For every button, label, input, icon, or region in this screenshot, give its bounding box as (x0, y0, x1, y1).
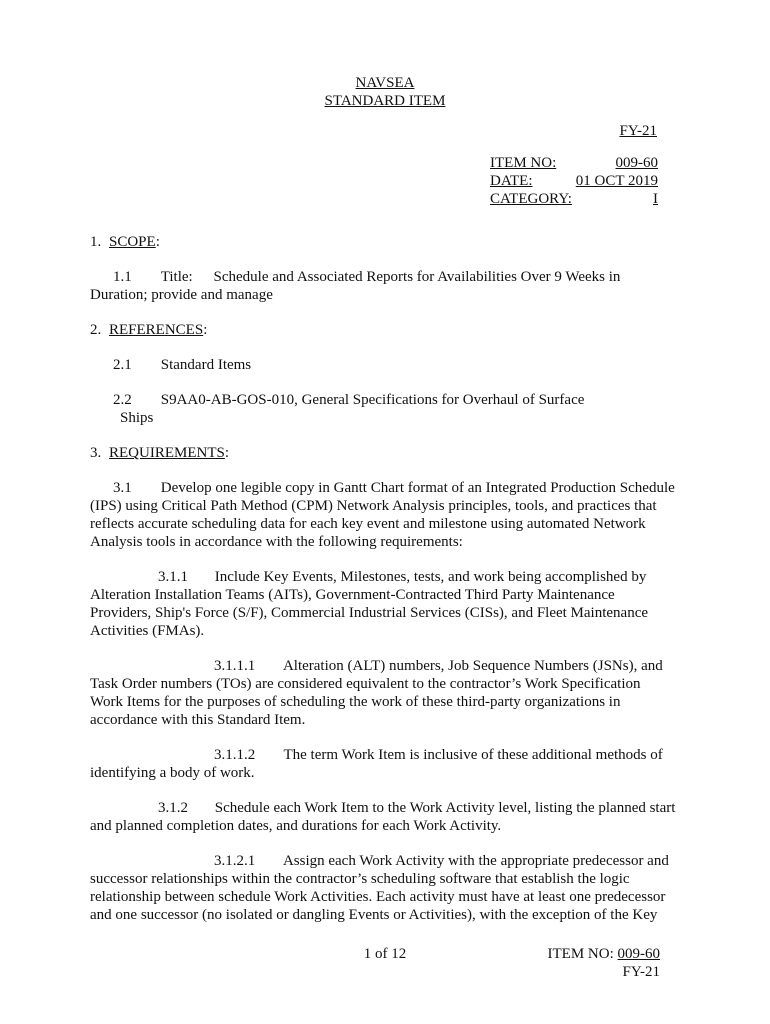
section-1-title: SCOPE (109, 234, 156, 250)
paragraph-3-1-1-line: Providers, Ship's Force (S/F), Commercial Industrial Services (CISs), and Fleet Maintenance (90, 605, 649, 621)
footer-item-number (520, 945, 660, 963)
paragraph-3-1-1-2 (90, 746, 680, 782)
paragraph-2-1-text: Standard Items (160, 357, 252, 373)
footer-item-label: ITEM NO: (547, 946, 614, 962)
paragraph-3-1-1-line: Alteration Installation Teams (AITs), Government-Contracted Third Party Maintenance (90, 587, 615, 603)
paragraph-3-1-1-1-line: Work Items for the purposes of scheduling the work of these third-party organizations in (90, 694, 621, 710)
item-no-value: 009-60 (615, 155, 658, 171)
paragraph-3-1-2-1-line: relationship between schedule Work Activities. Each activity must have at least one predecessor (90, 889, 666, 905)
header-standard-item: STANDARD ITEM (324, 93, 446, 109)
paragraph-3-1-2-1 (90, 852, 680, 924)
paragraph-3-1-1-1-line: Alteration (ALT) numbers, Job Sequence Numbers (JSNs), and (282, 658, 663, 674)
date-row (490, 172, 658, 190)
section-1-heading: 1. SCOPE: (90, 234, 160, 250)
category-value: I (653, 191, 658, 207)
section-2-number: 2. (90, 322, 102, 338)
paragraph-2-2-number: 2.2 (113, 392, 132, 408)
section-3-heading: 3. REQUIREMENTS: (90, 445, 230, 461)
date-label: DATE: (490, 173, 533, 189)
paragraph-3-1-line: Develop one legible copy in Gantt Chart format of an Integrated Production Schedule (160, 480, 675, 496)
header-meta-block (490, 154, 658, 208)
paragraph-3-1-2-number: 3.1.2 (158, 800, 188, 816)
category-label: CATEGORY: (490, 191, 572, 207)
paragraph-3-1-2-1-number: 3.1.2.1 (214, 853, 256, 869)
header-navsea: NAVSEA (355, 75, 415, 91)
paragraph-3-1-1-line: Include Key Events, Milestones, tests, and work being accomplished by (214, 569, 647, 585)
paragraph-3-1-1-1 (90, 657, 680, 729)
paragraph-2-1-number: 2.1 (113, 357, 132, 373)
paragraph-3-1-line: Analysis tools in accordance with the following requirements: (90, 534, 463, 550)
paragraph-3-1-line: reflects accurate scheduling data for each key event and milestone using automated Network (90, 516, 646, 532)
paragraph-1-1 (90, 268, 680, 304)
paragraph-3-1-1-1-line: Task Order numbers (TOs) are considered equivalent to the contractor’s Work Specification (90, 676, 641, 692)
header-fy: FY-21 (619, 123, 657, 139)
footer-fy: FY-21 (622, 964, 660, 980)
paragraph-2-2 (90, 391, 680, 427)
paragraph-3-1-2-1-line: and one successor (no isolated or dangling Events or Activities), with the exception of the Key (90, 907, 658, 923)
item-no-label: ITEM NO: (490, 155, 557, 171)
paragraph-3-1-1-1-line: accordance with this Standard Item. (90, 712, 306, 728)
section-2-title: REFERENCES (109, 322, 204, 338)
section-1-number: 1. (90, 234, 102, 250)
section-2-heading: 2. REFERENCES: (90, 322, 208, 338)
paragraph-3-1-2 (90, 799, 680, 835)
footer-page-number: 1 of 12 (363, 946, 407, 962)
category-row (490, 190, 658, 208)
section-3-title: REQUIREMENTS (109, 445, 225, 461)
paragraph-3-1-2-1-line: successor relationships within the contractor’s scheduling software that establish the logic (90, 871, 630, 887)
paragraph-3-1-2-line: and planned completion dates, and durations for each Work Activity. (90, 818, 502, 834)
paragraph-3-1-2-line: Schedule each Work Item to the Work Activity level, listing the planned start (214, 800, 676, 816)
paragraph-3-1-1-1-number: 3.1.1.1 (214, 658, 256, 674)
paragraph-3-1-1-line: Activities (FMAs). (90, 623, 205, 639)
footer-item-value: 009-60 (617, 946, 660, 962)
section-3-number: 3. (90, 445, 102, 461)
paragraph-2-2-line2: Ships (120, 410, 154, 426)
document-body (90, 233, 680, 924)
paragraph-2-1 (90, 356, 680, 374)
paragraph-3-1-1-number: 3.1.1 (158, 569, 188, 585)
paragraph-1-1-line2: Duration; provide and manage (90, 287, 273, 303)
paragraph-3-1-1 (90, 568, 680, 640)
paragraph-2-2-line1: S9AA0-AB-GOS-010, General Specifications for Overhaul of Surface (160, 392, 585, 408)
paragraph-1-1-label: Title: (160, 269, 193, 285)
item-no-row (490, 154, 658, 172)
paragraph-3-1 (90, 479, 680, 551)
paragraph-3-1-1-2-number: 3.1.1.2 (214, 747, 256, 763)
paragraph-3-1-line: (IPS) using Critical Path Method (CPM) Network Analysis principles, tools, and practices that (90, 498, 657, 514)
paragraph-1-1-number: 1.1 (113, 269, 132, 285)
paragraph-3-1-number: 3.1 (113, 480, 132, 496)
paragraph-3-1-2-1-line: Assign each Work Activity with the appropriate predecessor and (282, 853, 669, 869)
date-value: 01 OCT 2019 (575, 173, 658, 189)
paragraph-1-1-line1: Schedule and Associated Reports for Availabilities Over 9 Weeks in (213, 269, 621, 285)
paragraph-3-1-1-2-line: identifying a body of work. (90, 765, 255, 781)
paragraph-3-1-1-2-line: The term Work Item is inclusive of these additional methods of (283, 747, 663, 763)
